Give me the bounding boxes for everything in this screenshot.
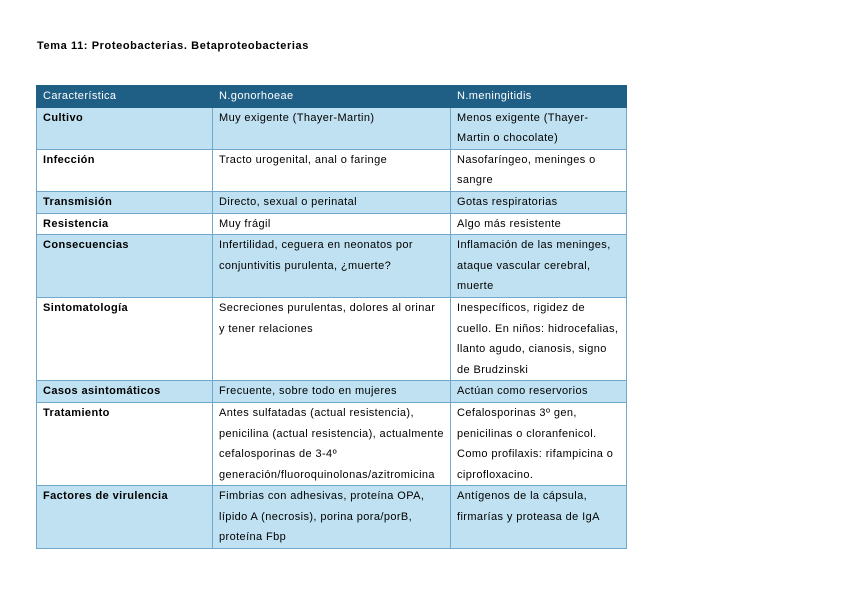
table-header-row [37, 86, 627, 108]
row-meningitidis: Gotas respiratorias [451, 191, 627, 213]
row-feature: Factores de virulencia [37, 486, 213, 549]
table-row [37, 191, 627, 213]
row-gonorrhoeae: Directo, sexual o perinatal [213, 191, 451, 213]
row-gonorrhoeae: Muy frágil [213, 213, 451, 235]
row-feature: Tratamiento [37, 402, 213, 485]
row-feature: Consecuencias [37, 235, 213, 298]
header-meningitidis: N.meningitidis [451, 86, 627, 108]
table-row [37, 149, 627, 191]
row-feature: Infección [37, 149, 213, 191]
row-gonorrhoeae: Antes sulfatadas (actual resistencia), penicilina (actual resistencia), actualmente cefalosporinas de 3-4º generación/fluoroquinolonas/azitromicina [213, 402, 451, 485]
table-row [37, 297, 627, 380]
row-gonorrhoeae: Secreciones purulentas, dolores al orinar y tener relaciones [213, 297, 451, 380]
row-feature: Resistencia [37, 213, 213, 235]
header-characteristic: Característica [37, 86, 213, 108]
row-meningitidis: Inflamación de las meninges, ataque vascular cerebral, muerte [451, 235, 627, 298]
table-row [37, 235, 627, 298]
row-meningitidis: Actúan como reservorios [451, 381, 627, 403]
row-feature: Sintomatología [37, 297, 213, 380]
table-row [37, 381, 627, 403]
row-meningitidis: Menos exigente (Thayer-Martin o chocolate) [451, 107, 627, 149]
row-meningitidis: Inespecíficos, rigidez de cuello. En niños: hidrocefalias, llanto agudo, cianosis, signo de Brudzinski [451, 297, 627, 380]
table-row [37, 107, 627, 149]
row-gonorrhoeae: Tracto urogenital, anal o faringe [213, 149, 451, 191]
row-feature: Transmisión [37, 191, 213, 213]
row-gonorrhoeae: Frecuente, sobre todo en mujeres [213, 381, 451, 403]
row-meningitidis: Nasofaríngeo, meninges o sangre [451, 149, 627, 191]
comparison-table [36, 85, 627, 549]
table-row [37, 402, 627, 485]
row-feature: Cultivo [37, 107, 213, 149]
row-meningitidis: Cefalosporinas 3º gen, penicilinas o cloranfenicol. Como profilaxis: rifampicina o ciprofloxacino. [451, 402, 627, 485]
row-feature: Casos asintomáticos [37, 381, 213, 403]
table-row [37, 213, 627, 235]
table-row [37, 486, 627, 549]
header-gonorrhoeae: N.gonorhoeae [213, 86, 451, 108]
row-gonorrhoeae: Muy exigente (Thayer-Martin) [213, 107, 451, 149]
page-title: Tema 11: Proteobacterias. Betaproteobacterias [37, 40, 309, 52]
row-meningitidis: Antígenos de la cápsula, firmarías y proteasa de IgA [451, 486, 627, 549]
row-gonorrhoeae: Infertilidad, ceguera en neonatos por conjuntivitis purulenta, ¿muerte? [213, 235, 451, 298]
row-gonorrhoeae: Fimbrias con adhesivas, proteína OPA, lípido A (necrosis), porina pora/porB, proteína Fbp [213, 486, 451, 549]
row-meningitidis: Algo más resistente [451, 213, 627, 235]
